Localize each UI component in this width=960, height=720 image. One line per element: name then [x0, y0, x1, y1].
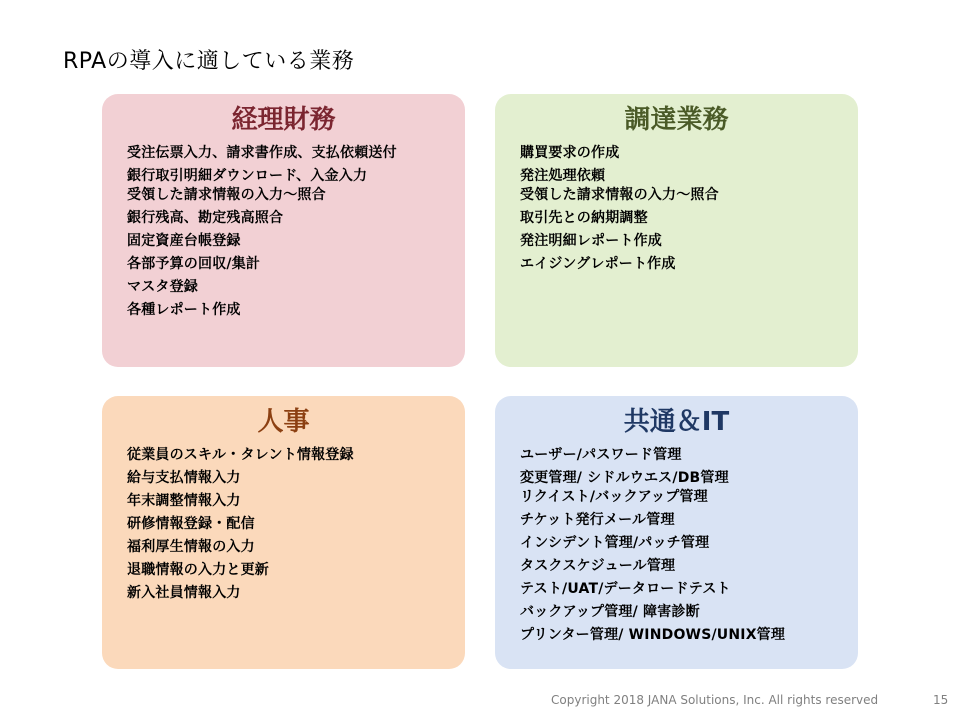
task-item — [520, 580, 850, 599]
task-item-text: テスト/UAT/データロードテスト — [520, 581, 731, 597]
task-item-text: 各部予算の回収/集計 — [127, 256, 261, 272]
task-item — [520, 557, 850, 576]
category-card-procurement — [495, 94, 858, 367]
task-item-text: 給与支払情報入力 — [127, 470, 241, 486]
category-card-finance — [102, 94, 465, 367]
task-list — [127, 446, 457, 607]
task-list — [520, 144, 850, 278]
task-item-text: 新入社員情報入力 — [127, 585, 241, 601]
task-item — [127, 278, 457, 297]
card-title: 共通＆IT — [623, 407, 730, 437]
task-item — [127, 255, 457, 274]
task-item-text: チケット発行メール管理 — [520, 512, 675, 528]
task-item — [520, 534, 850, 553]
task-item — [127, 515, 457, 534]
task-item-text: リクイスト/バックアップ管理 — [520, 489, 708, 505]
task-item-text: インシデント管理/パッチ管理 — [520, 535, 710, 551]
task-item-text: 各種レポート作成 — [127, 302, 241, 318]
task-item-text: 従業員のスキル・タレント情報登録 — [127, 447, 354, 463]
task-item-text: マスタ登録 — [127, 279, 198, 295]
task-item-text: 変更管理/ シドルウエス/DB管理 — [520, 470, 729, 486]
card-title: 調達業務 — [624, 105, 729, 135]
task-item — [520, 255, 850, 274]
task-item-text: 退職情報の入力と更新 — [127, 562, 269, 578]
task-item-text: 受注伝票入力、請求書作成、支払依頼送付 — [127, 145, 397, 161]
slide-title: RPAの導入に適している業務 — [63, 49, 355, 74]
task-item — [127, 301, 457, 320]
task-item-text: 銀行取引明細ダウンロード、入金入力 — [127, 168, 368, 184]
task-item-text: 購買要求の作成 — [520, 145, 620, 161]
task-item — [127, 209, 457, 228]
task-item — [127, 492, 457, 511]
task-item — [127, 144, 457, 163]
task-item-text: 発注明細レポート作成 — [520, 233, 662, 249]
task-item — [520, 511, 850, 530]
task-item — [127, 167, 457, 205]
task-item — [127, 584, 457, 603]
task-item-text: 発注処理依頼 — [520, 168, 606, 184]
task-item — [127, 538, 457, 557]
task-item-text: 受領した請求情報の入力～照合 — [127, 187, 326, 203]
page-number: 15 — [933, 693, 949, 707]
task-item — [520, 469, 850, 507]
task-item-text: 福利厚生情報の入力 — [127, 539, 255, 555]
category-card-common-it — [495, 396, 858, 669]
task-item-text: プリンター管理/ WINDOWS/UNIX管理 — [520, 627, 786, 643]
task-item-text: 研修情報登録・配信 — [127, 516, 255, 532]
task-list — [520, 446, 850, 649]
card-title: 経理財務 — [231, 105, 336, 135]
task-item-text: バックアップ管理/ 障害診断 — [520, 604, 700, 620]
task-item-text: タスクスケジュール管理 — [520, 558, 676, 574]
task-item — [127, 232, 457, 251]
task-item — [127, 469, 457, 488]
task-list — [127, 144, 457, 324]
task-item — [520, 232, 850, 251]
footer-copyright: Copyright 2018 JANA Solutions, Inc. All rights reserved — [551, 693, 879, 707]
card-title: 人事 — [257, 407, 310, 437]
task-item-text: 銀行残高、勘定残高照合 — [127, 210, 284, 226]
task-item — [520, 209, 850, 228]
task-item-text: ユーザー/パスワード管理 — [520, 447, 682, 463]
task-item — [127, 446, 457, 465]
task-item-text: 受領した請求情報の入力～照合 — [520, 187, 719, 203]
task-item-text: 固定資産台帳登録 — [127, 233, 241, 249]
task-item — [520, 144, 850, 163]
task-item — [520, 167, 850, 205]
task-item-text: 年末調整情報入力 — [127, 493, 241, 509]
task-item-text: 取引先との納期調整 — [520, 210, 648, 226]
task-item — [520, 446, 850, 465]
task-item — [127, 561, 457, 580]
task-item-text: エイジングレポート作成 — [520, 256, 676, 272]
category-card-hr — [102, 396, 465, 669]
task-item — [520, 603, 850, 622]
task-item — [520, 626, 850, 645]
